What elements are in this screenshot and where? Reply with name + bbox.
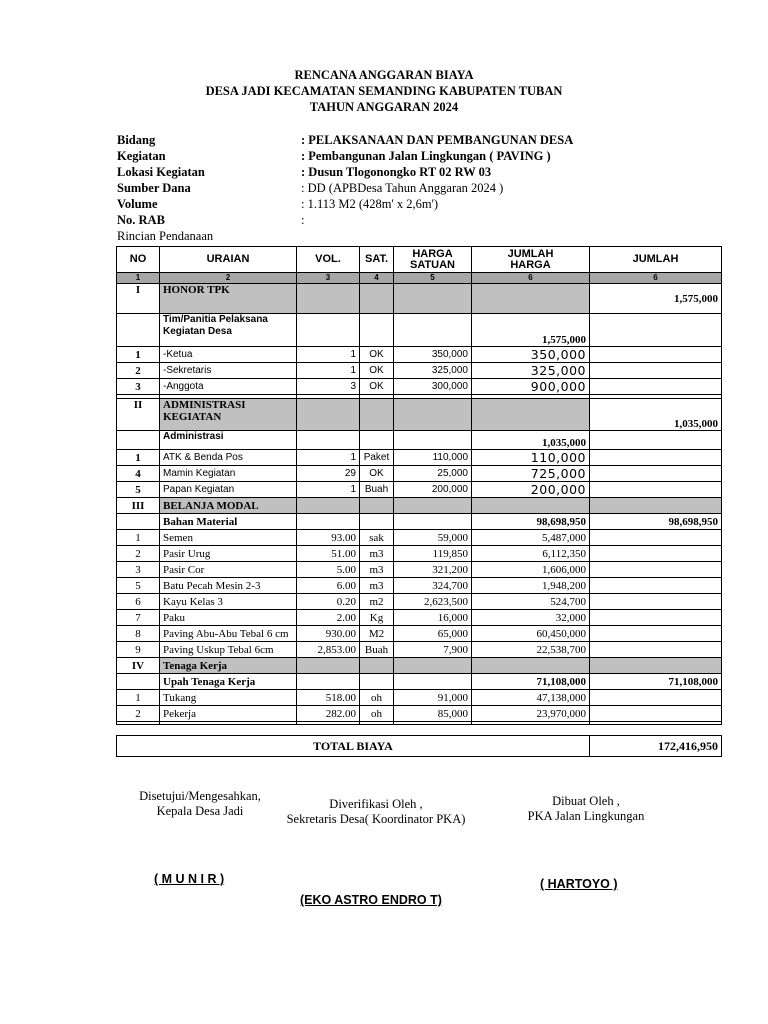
doc-subtitle: DESA JADI KECAMATAN SEMANDING KABUPATEN TUBAN [205, 84, 563, 98]
col-header-uraian: URAIAN [160, 247, 297, 273]
col-number: 3 [297, 273, 360, 284]
section-total: 71,108,000 [590, 674, 722, 690]
volume-label: Volume [117, 197, 158, 211]
col-number: 6 [590, 273, 722, 284]
signature-right-role: Dibuat Oleh , [552, 794, 620, 808]
section-total: 1,575,000 [590, 284, 722, 314]
table-row: 5 Batu Pecah Mesin 2-3 6.00 m3 324,700 1,948,200 [117, 578, 722, 594]
section-row [117, 284, 722, 314]
norab-label: No. RAB [117, 213, 165, 227]
kegiatan-value: : Pembangunan Jalan Lingkungan ( PAVING ) [301, 149, 551, 163]
signature-middle-name: (EKO ASTRO ENDRO T) [300, 893, 442, 907]
table-row: 7 Paku 2.00 Kg 16,000 32,000 [117, 610, 722, 626]
bidang-label: Bidang [117, 133, 156, 147]
subsection-title: Upah Tenaga Kerja [160, 674, 297, 690]
section-title: BELANJA MODAL [160, 498, 297, 514]
col-header-jumlah: JUMLAH [590, 247, 722, 273]
signature-middle-role: Diverifikasi Oleh , [329, 797, 423, 811]
table-row: 2 Pasir Urug 51.00 m3 119,850 6,112,350 [117, 546, 722, 562]
signature-left [110, 789, 290, 819]
section-number: I [117, 284, 160, 314]
section-total: 1,035,000 [590, 399, 722, 431]
section-number: III [117, 498, 160, 514]
col-number: 4 [360, 273, 394, 284]
section-row [117, 658, 722, 674]
table-header-row [117, 247, 722, 273]
table-row: 2 Pekerja 282.00 oh 85,000 23,970,000 [117, 706, 722, 722]
total-label: TOTAL BIAYA [117, 736, 590, 757]
signature-middle-title: Sekretaris Desa( Koordinator PKA) [286, 812, 466, 826]
table-row: 1 ATK & Benda Pos 1 Paket 110,000 110,000 [117, 450, 722, 466]
total-value: 172,416,950 [590, 736, 722, 757]
subsection-title: Tim/Panitia Pelaksana Kegiatan Desa [160, 314, 297, 347]
table-row: 6 Kayu Kelas 3 0.20 m2 2,623,500 524,700 [117, 594, 722, 610]
signature-right-name: ( HARTOYO ) [540, 877, 618, 891]
table-row: 1 Semen 93.00 sak 59,000 5,487,000 [117, 530, 722, 546]
col-header-vol: VOL. [297, 247, 360, 273]
table-row: 5 Papan Kegiatan 1 Buah 200,000 200,000 [117, 482, 722, 498]
total-table [116, 735, 722, 757]
table-row: 9 Paving Uskup Tebal 6cm 2,853.00 Buah 7,900 22,538,700 [117, 642, 722, 658]
signature-left-role: Disetujui/Mengesahkan, [139, 789, 261, 803]
subsection-total: 1,035,000 [472, 431, 590, 450]
table-row: 1 Tukang 518.00 oh 91,000 47,138,000 [117, 690, 722, 706]
doc-year: TAHUN ANGGARAN 2024 [309, 100, 459, 114]
signature-middle [278, 797, 474, 827]
sumber-label: Sumber Dana [117, 181, 191, 195]
lokasi-label: Lokasi Kegiatan [117, 165, 205, 179]
signature-left-name: ( M U N I R ) [154, 872, 225, 886]
section-total: 98,698,950 [590, 514, 722, 530]
table-row: 3 -Anggota 3 OK 300,000 900,000 [117, 379, 722, 395]
rincian-label: Rincian Pendanaan [117, 229, 214, 243]
doc-title: RENCANA ANGGARAN BIAYA [294, 68, 474, 82]
subsection-title: Administrasi [160, 431, 297, 450]
subsection-row [117, 431, 722, 450]
section-title: Tenaga Kerja [160, 658, 297, 674]
column-number-row [117, 273, 722, 284]
table-row: 8 Paving Abu-Abu Tebal 6 cm 930.00 M2 65,000 60,450,000 [117, 626, 722, 642]
table-row: 3 Pasir Cor 5.00 m3 321,200 1,606,000 [117, 562, 722, 578]
table-row: 1 -Ketua 1 OK 350,000 350,000 [117, 347, 722, 363]
total-row [117, 736, 722, 757]
col-header-no: NO [117, 247, 160, 273]
section-title: HONOR TPK [160, 284, 297, 314]
col-number: 6 [472, 273, 590, 284]
table-row: 4 Mamin Kegiatan 29 OK 25,000 725,000 [117, 466, 722, 482]
kegiatan-label: Kegiatan [117, 149, 166, 163]
section-number: IV [117, 658, 160, 674]
subsection-row [117, 514, 722, 530]
signature-right-title: PKA Jalan Lingkungan [527, 809, 645, 823]
lokasi-value: : Dusun Tlogonongko RT 02 RW 03 [301, 165, 492, 179]
subsection-row [117, 314, 722, 347]
bidang-value: : PELAKSANAAN DAN PEMBANGUNAN DESA [301, 133, 574, 147]
col-number: 2 [160, 273, 297, 284]
col-header-jumlah-harga: JUMLAH HARGA [472, 247, 590, 273]
section-number: II [117, 399, 160, 431]
sumber-value: : DD (APBDesa Tahun Anggaran 2024 ) [301, 181, 504, 195]
section-row [117, 399, 722, 431]
norab-value: : [301, 213, 305, 227]
subsection-total: 98,698,950 [472, 514, 590, 530]
subsection-row [117, 674, 722, 690]
subsection-title: Bahan Material [160, 514, 297, 530]
subsection-total: 1,575,000 [472, 314, 590, 347]
table-row: 2 -Sekretaris 1 OK 325,000 325,000 [117, 363, 722, 379]
signature-left-title: Kepala Desa Jadi [156, 804, 244, 818]
rab-table [116, 246, 722, 725]
section-title: ADMINISTRASI KEGIATAN [160, 399, 297, 431]
col-number: 1 [117, 273, 160, 284]
col-header-harga-satuan: HARGA SATUAN [394, 247, 472, 273]
col-header-sat: SAT. [360, 247, 394, 273]
signature-right [496, 794, 676, 824]
volume-value: : 1.113 M2 (428m' x 2,6m') [301, 197, 439, 211]
col-number: 5 [394, 273, 472, 284]
section-row [117, 498, 722, 514]
subsection-total: 71,108,000 [472, 674, 590, 690]
